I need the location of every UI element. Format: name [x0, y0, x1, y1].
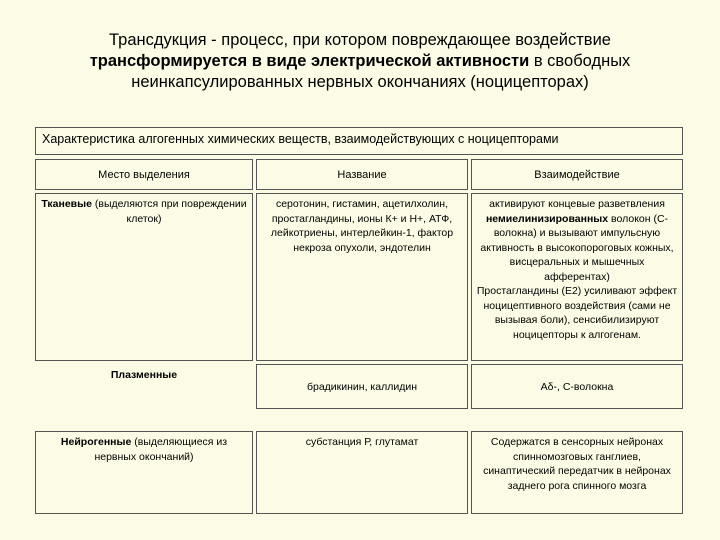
tissue-effect-bold: немиелинизированных [485, 212, 609, 225]
tissue-effect-p1: активируют концевые разветвления [489, 198, 665, 210]
title-part2: в свободных неинкапсулированных нервных окончаниях (ноцицепторах) [131, 52, 631, 91]
neuro-label: Нейрогенные [60, 436, 132, 448]
neuro-desc: (выделяющиеся из нервных окончаний) [94, 436, 228, 463]
row-neuro-name: субстанция Р, глутамат [256, 431, 468, 514]
row-neuro-effect: Содержатся в сенсорных нейронах спинномозговых ганглиев, синаптический передатчик в нейронах заднего рога спинного мозга [471, 431, 683, 514]
tissue-effect-extra: Простагландины (Е2) усиливают эффект ноцицептивного воздействия (сами не вызывая боли), сенсибилизируют ноцицепторы к алгогенам. [476, 285, 678, 341]
slide-title [40, 30, 680, 93]
row-plasma-effect: Аδ-, С-волокна [471, 364, 683, 409]
table-caption: Характеристика алгогенных химических веществ, взаимодействующих с ноцицепторами [35, 127, 683, 155]
row-tissue-effect [471, 193, 683, 361]
header-effect: Взаимодействие [471, 159, 683, 190]
row-tissue-place [35, 193, 253, 361]
title-bold: трансформируется в виде электрической активности [89, 52, 530, 70]
row-tissue-name: серотонин, гистамин, ацетилхолин, простагландины, ионы К+ и Н+, АТФ, лейкотриены, интерлейкин-1, фактор некроза опухоли, эндотелин [256, 193, 468, 361]
tissue-effect-p2: волокон (С-волокна) и вызывают импульсную активность в высокопороговых кожных, висцеральных и мышечных афферентах) [480, 212, 674, 283]
tissue-desc: (выделяются при повреждении клеток) [91, 198, 247, 225]
title-part1: Трансдукция - процесс, при котором повреждающее воздействие [109, 31, 611, 49]
row-plasma-place [35, 364, 253, 409]
row-plasma-name: брадикинин, каллидин [256, 364, 468, 409]
plasma-label: Плазменные [110, 369, 178, 381]
header-place: Место выделения [35, 159, 253, 190]
tissue-label: Тканевые [41, 198, 92, 210]
header-name: Название [256, 159, 468, 190]
row-neuro-place [35, 431, 253, 514]
